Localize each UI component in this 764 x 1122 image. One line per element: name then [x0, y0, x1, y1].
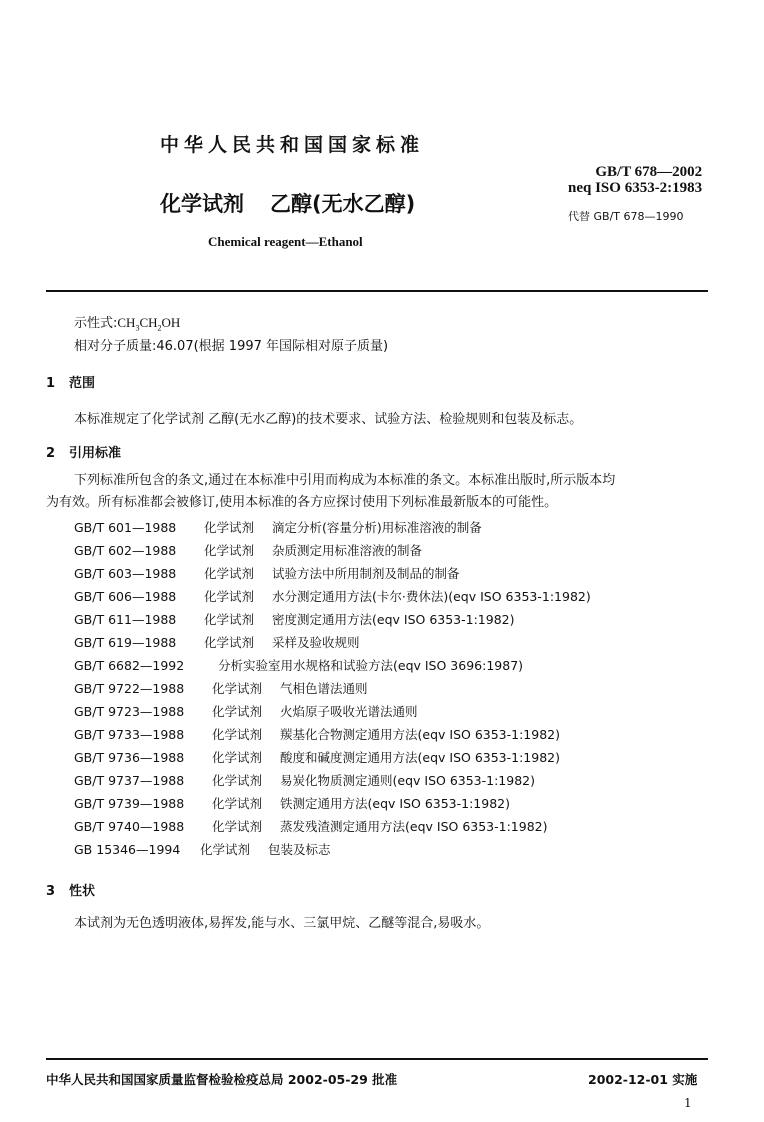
section-3-text: 本试剂为无色透明液体,易挥发,能与水、三氯甲烷、乙醚等混合,易吸水。	[74, 916, 490, 931]
document-title	[160, 188, 415, 218]
reference-list	[74, 516, 591, 861]
section-2-text: 下列标准所包含的条文,通过在本标准中引用而构成为本标准的条文。本标准出版时,所示版本均 为有效。所有标准都会被修订,使用本标准的各方应探讨使用下列标准最新版本的可能性。	[46, 473, 616, 510]
section-2-heading: 2 引用标准	[46, 446, 122, 461]
equivalence: neq ISO 6353-2:1983	[568, 180, 703, 196]
list-item: GB/T 619—1988 化学试剂 采样及验收规则	[74, 635, 360, 650]
title-part-2: 乙醇(无水乙醇)	[270, 192, 416, 216]
footer-effective-date: 2002-12-01 实施	[588, 1072, 698, 1087]
list-item: GB/T 9740—1988 化学试剂 蒸发残渣测定通用方法(eqv ISO 6353-1:1982)	[74, 819, 548, 834]
english-title: Chemical reagent—Ethanol	[208, 234, 363, 249]
list-item: GB/T 9739—1988 化学试剂 铁测定通用方法(eqv ISO 6353-1:1982)	[74, 796, 510, 811]
list-item: GB/T 9737—1988 化学试剂 易炭化物质测定通则(eqv ISO 6353-1:1982)	[74, 773, 535, 788]
list-item: GB/T 606—1988 化学试剂 水分测定通用方法(卡尔·费休法)(eqv ISO 6353-1:1982)	[74, 589, 591, 604]
list-item: GB/T 9733—1988 化学试剂 羰基化合物测定通用方法(eqv ISO 6353-1:1982)	[74, 727, 560, 742]
list-item: GB/T 9722—1988 化学试剂 气相色谱法通则	[74, 681, 368, 696]
section-1-text: 本标准规定了化学试剂 乙醇(无水乙醇)的技术要求、试验方法、检验规则和包装及标志。	[74, 412, 583, 427]
list-item: GB/T 9736—1988 化学试剂 酸度和碱度测定通用方法(eqv ISO 6353-1:1982)	[74, 750, 560, 765]
list-item: GB/T 9723—1988 化学试剂 火焰原子吸收光谱法通则	[74, 704, 418, 719]
bottom-rule	[46, 1058, 708, 1060]
page-number: 1	[684, 1096, 692, 1110]
standard-code: GB/T 678—2002	[595, 164, 703, 180]
section-3-heading: 3 性状	[46, 884, 96, 899]
list-item: GB/T 601—1988 化学试剂 滴定分析(容量分析)用标准溶液的制备	[74, 520, 482, 535]
top-rule	[46, 290, 708, 292]
replaces-note: 代替 GB/T 678—1990	[568, 210, 684, 223]
section-1-heading: 1 范围	[46, 376, 96, 391]
list-item: GB/T 611—1988 化学试剂 密度测定通用方法(eqv ISO 6353-1:1982)	[74, 612, 515, 627]
list-item: GB/T 603—1988 化学试剂 试验方法中所用制剂及制品的制备	[74, 566, 460, 581]
molecular-mass: 相对分子质量:46.07(根据 1997 年国际相对原子质量)	[74, 339, 389, 354]
formula-line: 示性式$:CH_3CH_2OH$	[74, 315, 181, 333]
list-item: GB/T 602—1988 化学试剂 杂质测定用标准溶液的制备	[74, 543, 423, 558]
footer-issuer: 中华人民共和国国家质量监督检验检疫总局 2002-05-29 批准	[46, 1072, 398, 1087]
org-title: 中华人民共和国国家标准	[160, 134, 425, 156]
list-item: GB/T 6682—1992 分析实验室用水规格和试验方法(eqv ISO 3696:1987)	[74, 658, 524, 673]
title-part-1: 化学试剂	[160, 192, 244, 216]
standard-number-block	[568, 164, 702, 196]
list-item: GB 15346—1994 化学试剂 包装及标志	[74, 842, 331, 857]
